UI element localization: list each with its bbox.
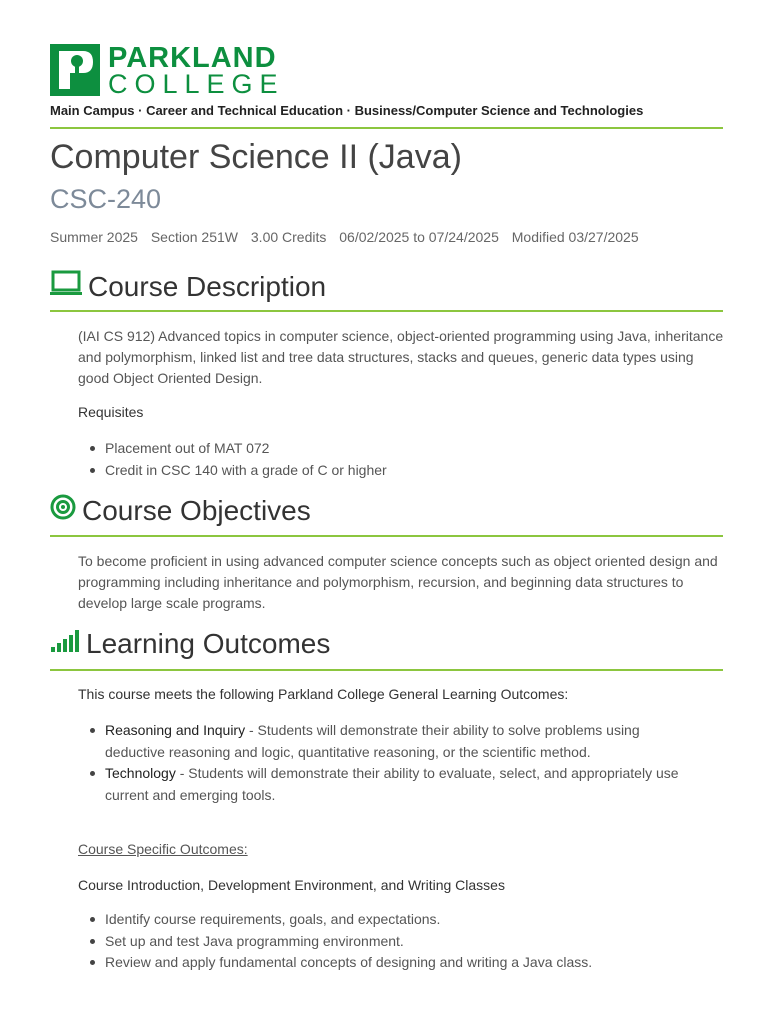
list-item (78, 720, 698, 763)
list-item: Review and apply fundamental concepts of designing and writing a Java class. (78, 952, 592, 974)
outcome-desc: - Students will demonstrate their ability to evaluate, select, and appropriately use current and emerging tools. (105, 765, 679, 803)
breadcrumb: Main Campus · Career and Technical Education · Business/Computer Science and Technologies (50, 103, 644, 118)
outcomes-heading (50, 628, 330, 660)
logo-text-bottom: COLLEGE (108, 69, 285, 99)
laptop-icon (50, 269, 82, 304)
list-item: Set up and test Java programming environment. (78, 931, 592, 953)
list-item (78, 763, 698, 806)
course-code: CSC-240 (50, 184, 162, 214)
description-heading-label: Course Description (88, 270, 327, 302)
outcome-desc: - Students will demonstrate their ability to solve problems using deductive reasoning and logic, quantitative reasoning, or the scientific method. (105, 722, 640, 760)
outcomes-heading-label: Learning Outcomes (86, 628, 331, 659)
course-term: Summer 2025 (50, 229, 138, 245)
objectives-text: To become proficient in using advanced computer science concepts such as object oriented design and programming including inheritance and polymorphism, recursion, and beginning data structures to develop large scale programs. (78, 553, 718, 611)
list-item: Placement out of MAT 072 (78, 438, 387, 460)
description-heading (50, 269, 326, 304)
objectives-divider (50, 535, 723, 537)
unit-items-list (78, 909, 592, 974)
objectives-heading-label: Course Objectives (82, 494, 311, 526)
logo-wordmark (108, 44, 285, 97)
logo-mark-icon (50, 44, 100, 96)
requisites-list (78, 438, 387, 481)
outcome-term: Reasoning and Inquiry (105, 722, 246, 738)
course-meta (50, 229, 648, 245)
list-item: Identify course requirements, goals, and expectations. (78, 909, 592, 931)
description-text: (IAI CS 912) Advanced topics in computer science, object-oriented programming using Java, inheritance and polymorphism, linked list and tree data structures, stacks and queues, generic data types using good Object Oriented Design. (78, 328, 724, 386)
course-dates: 06/02/2025 to 07/24/2025 (339, 229, 499, 245)
general-outcomes-list (78, 720, 698, 806)
requisites-label: Requisites (78, 404, 144, 420)
description-divider (50, 310, 723, 312)
header-divider (50, 127, 723, 129)
objectives-heading (50, 494, 311, 527)
list-item: Credit in CSC 140 with a grade of C or higher (78, 460, 387, 482)
outcome-term: Technology (105, 765, 176, 781)
unit-title: Course Introduction, Development Environment, and Writing Classes (78, 877, 505, 893)
parkland-college-logo[interactable] (50, 42, 285, 99)
course-credits: 3.00 Credits (250, 229, 327, 245)
outcomes-divider (50, 669, 723, 671)
course-title: Computer Science II (Java) (50, 138, 462, 176)
course-section: Section 251W (150, 229, 238, 245)
course-modified: Modified 03/27/2025 (511, 229, 639, 245)
outcomes-intro: This course meets the following Parkland College General Learning Outcomes: (78, 686, 569, 702)
target-icon (50, 494, 76, 527)
logo-text-top: PARKLAND (108, 42, 277, 74)
specific-outcomes-label: Course Specific Outcomes: (78, 841, 248, 857)
bar-chart-icon (50, 628, 80, 660)
